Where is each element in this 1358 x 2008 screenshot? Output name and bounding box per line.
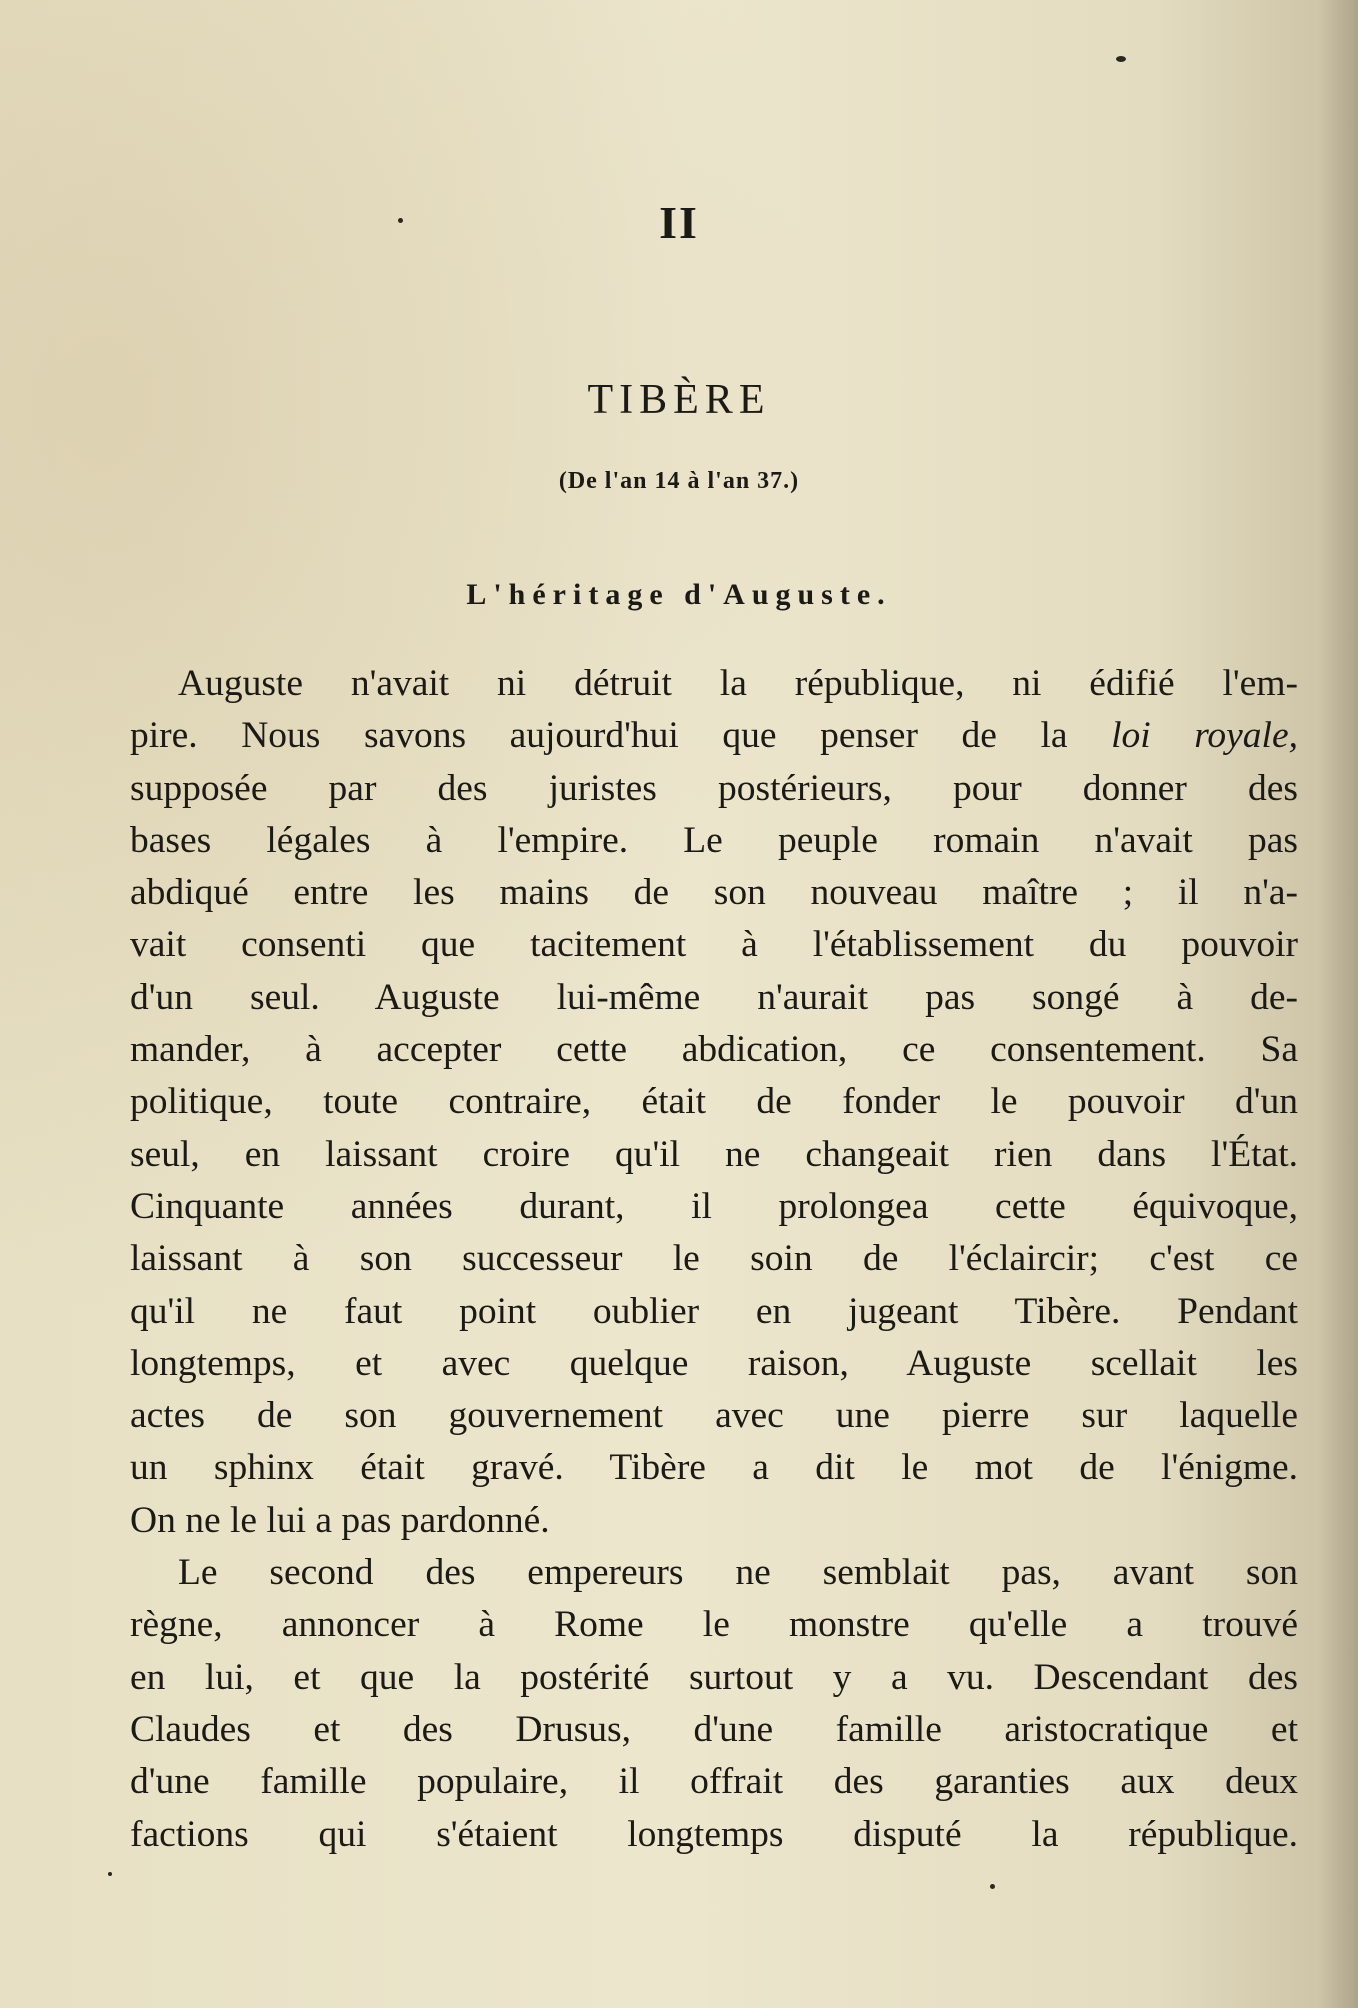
text-line: Claudes et des Drusus, d'une famille aristocratique et: [130, 1708, 1298, 1750]
text-line: Auguste n'avait ni détruit la république, ni édifié l'em-: [178, 663, 1298, 704]
chapter-number: II: [659, 197, 699, 248]
italic-phrase: loi royale,: [1111, 715, 1298, 757]
date-range: (De l'an 14 à l'an 37.): [558, 468, 800, 494]
ink-speck: [398, 218, 403, 223]
text-line: [130, 710, 1298, 762]
text-line: qu'il ne faut point oublier en jugeant Tibère. Pendant: [130, 1290, 1298, 1332]
text-line: Le second des empereurs ne semblait pas, avant son: [178, 1552, 1298, 1594]
text-line: factions qui s'étaient longtemps disputé la république.: [130, 1813, 1298, 1855]
text-line: politique, toute contraire, était de fonder le pouvoir d'un: [130, 1081, 1298, 1123]
section-heading: L'héritage d'Auguste.: [466, 578, 892, 611]
text-line: bases légales à l'empire. Le peuple romain n'avait pas: [130, 819, 1298, 861]
text-line: supposée par des juristes postérieurs, pour donner des: [130, 767, 1298, 809]
text-line: un sphinx était gravé. Tibère a dit le mot de l'énigme.: [130, 1447, 1298, 1489]
text-line: longtemps, et avec quelque raison, Auguste scellait les: [130, 1342, 1298, 1384]
text-line: seul, en laissant croire qu'il ne changeait rien dans l'État.: [130, 1133, 1298, 1175]
text-line: mander, à accepter cette abdication, ce consentement. Sa: [130, 1029, 1298, 1071]
text-line: d'un seul. Auguste lui-même n'aurait pas songé à de-: [130, 976, 1298, 1018]
text-line-segment: pire. Nous savons aujourd'hui que penser de la: [130, 715, 1112, 757]
text-line: d'une famille populaire, il offrait des garanties aux deux: [130, 1761, 1298, 1803]
text-line: laissant à son successeur le soin de l'éclaircir; c'est ce: [130, 1238, 1298, 1280]
text-line: en lui, et que la postérité surtout y a vu. Descendant des: [130, 1656, 1298, 1698]
paragraph-2: [130, 1547, 1298, 1861]
ink-speck: [108, 1872, 112, 1876]
chapter-title: TIBÈRE: [587, 377, 771, 423]
text-line: abdiqué entre les mains de son nouveau maître ; il n'a-: [130, 872, 1298, 914]
body-text: [130, 658, 1298, 1861]
text-line: actes de son gouvernement avec une pierre sur laquelle: [130, 1395, 1298, 1437]
paragraph-1: [130, 658, 1298, 1547]
text-line: vait consenti que tacitement à l'établissement du pouvoir: [130, 924, 1298, 966]
text-line: Cinquante années durant, il prolongea cette équivoque,: [130, 1185, 1298, 1227]
ink-speck: [990, 1884, 995, 1889]
ink-speck: [1116, 56, 1126, 62]
page-gutter-shadow: [1318, 0, 1358, 2008]
text-line: règne, annoncer à Rome le monstre qu'elle a trouvé: [130, 1604, 1298, 1646]
text-line: On ne le lui a pas pardonné.: [130, 1499, 550, 1541]
